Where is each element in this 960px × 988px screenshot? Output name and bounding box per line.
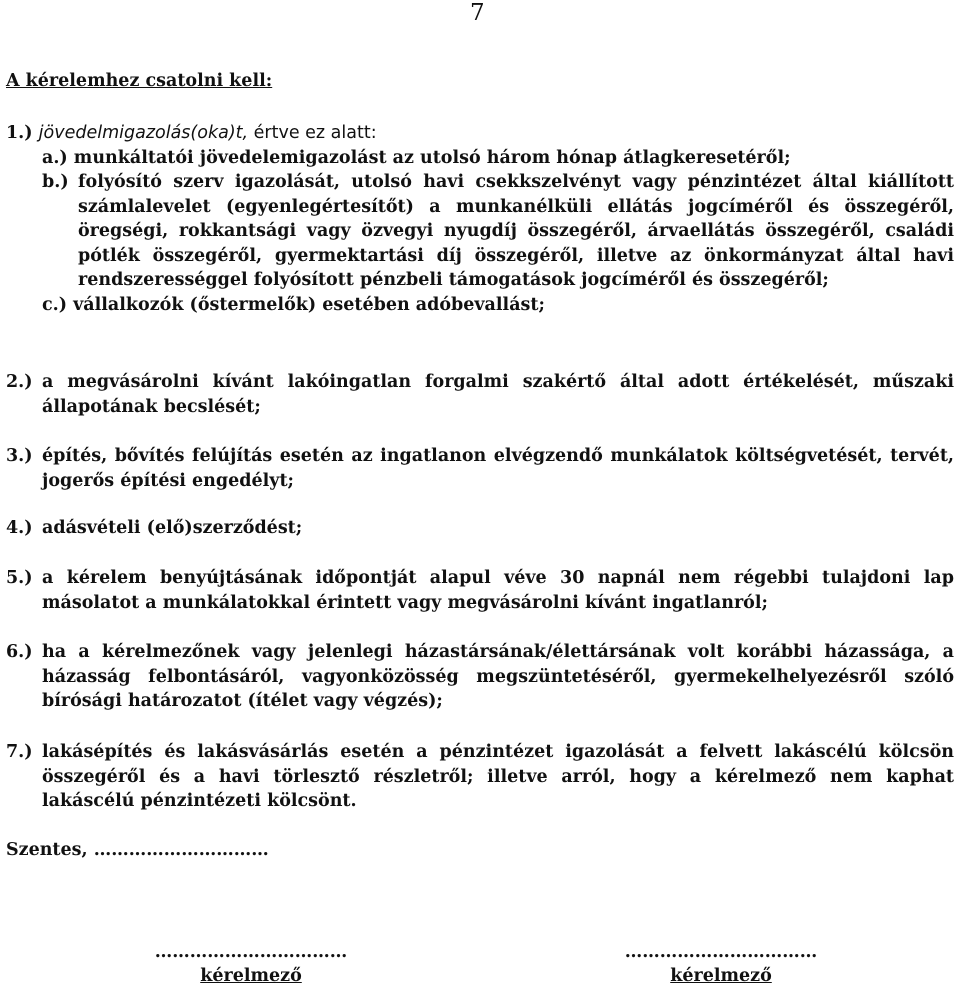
item-text: adásvételi (elő)szerződést;: [42, 518, 303, 538]
signature-2: [536, 940, 906, 988]
item-1a: a.) munkáltatói jövedelemigazolást az utolsó három hónap átlagkeresetéről;: [42, 147, 791, 168]
item-number: 3.): [6, 446, 33, 466]
item-1-title: jövedelmigazolás(oka)t,: [38, 123, 249, 143]
signature-label: kérelmező: [200, 966, 302, 986]
item-1-rest: értve ez alatt:: [248, 123, 377, 143]
item-text: a megvásárolni kívánt lakóingatlan forgalmi szakértő által adott értékelését, műszaki állapotának becslését;: [42, 372, 954, 417]
item-4: [6, 516, 954, 541]
item-number: 2.): [6, 372, 33, 392]
item-text: lakásépítés és lakásvásárlás esetén a pénzintézet igazolását a felvett lakáscélú kölcsön összegéről és a havi törlesztő részletről; illetve arról, hogy a kérelmező nem kaphat lakáscélú pénzintézeti kölcsönt.: [42, 742, 954, 811]
item-number: 5.): [6, 568, 33, 588]
item-text: építés, bővítés felújítás esetén az ingatlanon elvégzendő munkálatok költségvetését, tervét, jogerős építési engedélyt;: [42, 446, 954, 491]
item-1c: c.) vállalkozók (őstermelők) esetében adóbevallást;: [42, 294, 545, 315]
signature-line: ……………………………: [154, 942, 348, 962]
page-number: 7: [470, 0, 485, 26]
item-text: a kérelem benyújtásának időpontját alapul véve 30 napnál nem régebbi tulajdoni lap másolatot a munkálatokkal érintett vagy megvásárolni kívánt ingatlanról;: [42, 568, 954, 613]
item-5: [6, 566, 954, 615]
item-1b-num: b.): [42, 172, 69, 192]
heading-text: A kérelemhez csatolni kell:: [6, 71, 273, 91]
item-1-intro: [6, 121, 954, 146]
item-1: [6, 121, 954, 317]
signature-line: ……………………………: [624, 942, 818, 962]
item-1b: [6, 170, 954, 293]
signature-label: kérelmező: [670, 966, 772, 986]
item-6: [6, 640, 954, 714]
attachments-heading: [6, 69, 954, 94]
item-number: 6.): [6, 642, 33, 662]
item-number: 1.): [6, 123, 33, 143]
place-date-line: Szentes, …………………………: [6, 840, 269, 860]
item-3: [6, 444, 954, 493]
item-7: [6, 740, 954, 814]
item-1b-text: folyósító szerv igazolását, utolsó havi csekkszelvényt vagy pénzintézet által kiállított számlalevelet (egyenlegértesítőt) a munkanélküli ellátás jogcíméről és összegéről, öregségi, rokkantsági vagy özvegyi nyugdíj összegéről, árvaellátás összegéről, családi pótlék összegéről, gyermektartási díj összegéről, illetve az önkormányzat által havi rendszerességgel folyósított pénzbeli támogatások jogcíméről és összegéről;: [78, 172, 954, 290]
signature-1: [66, 940, 436, 988]
item-2: [6, 370, 954, 419]
item-number: 4.): [6, 518, 33, 538]
item-number: 7.): [6, 742, 33, 762]
item-text: ha a kérelmezőnek vagy jelenlegi házastársának/élettársának volt korábbi házassága, a házasság felbontásáról, vagyonközösség megszüntetéséről, gyermekelhelyezésről szóló bírósági határozatot (ítélet vagy végzés);: [42, 642, 954, 711]
